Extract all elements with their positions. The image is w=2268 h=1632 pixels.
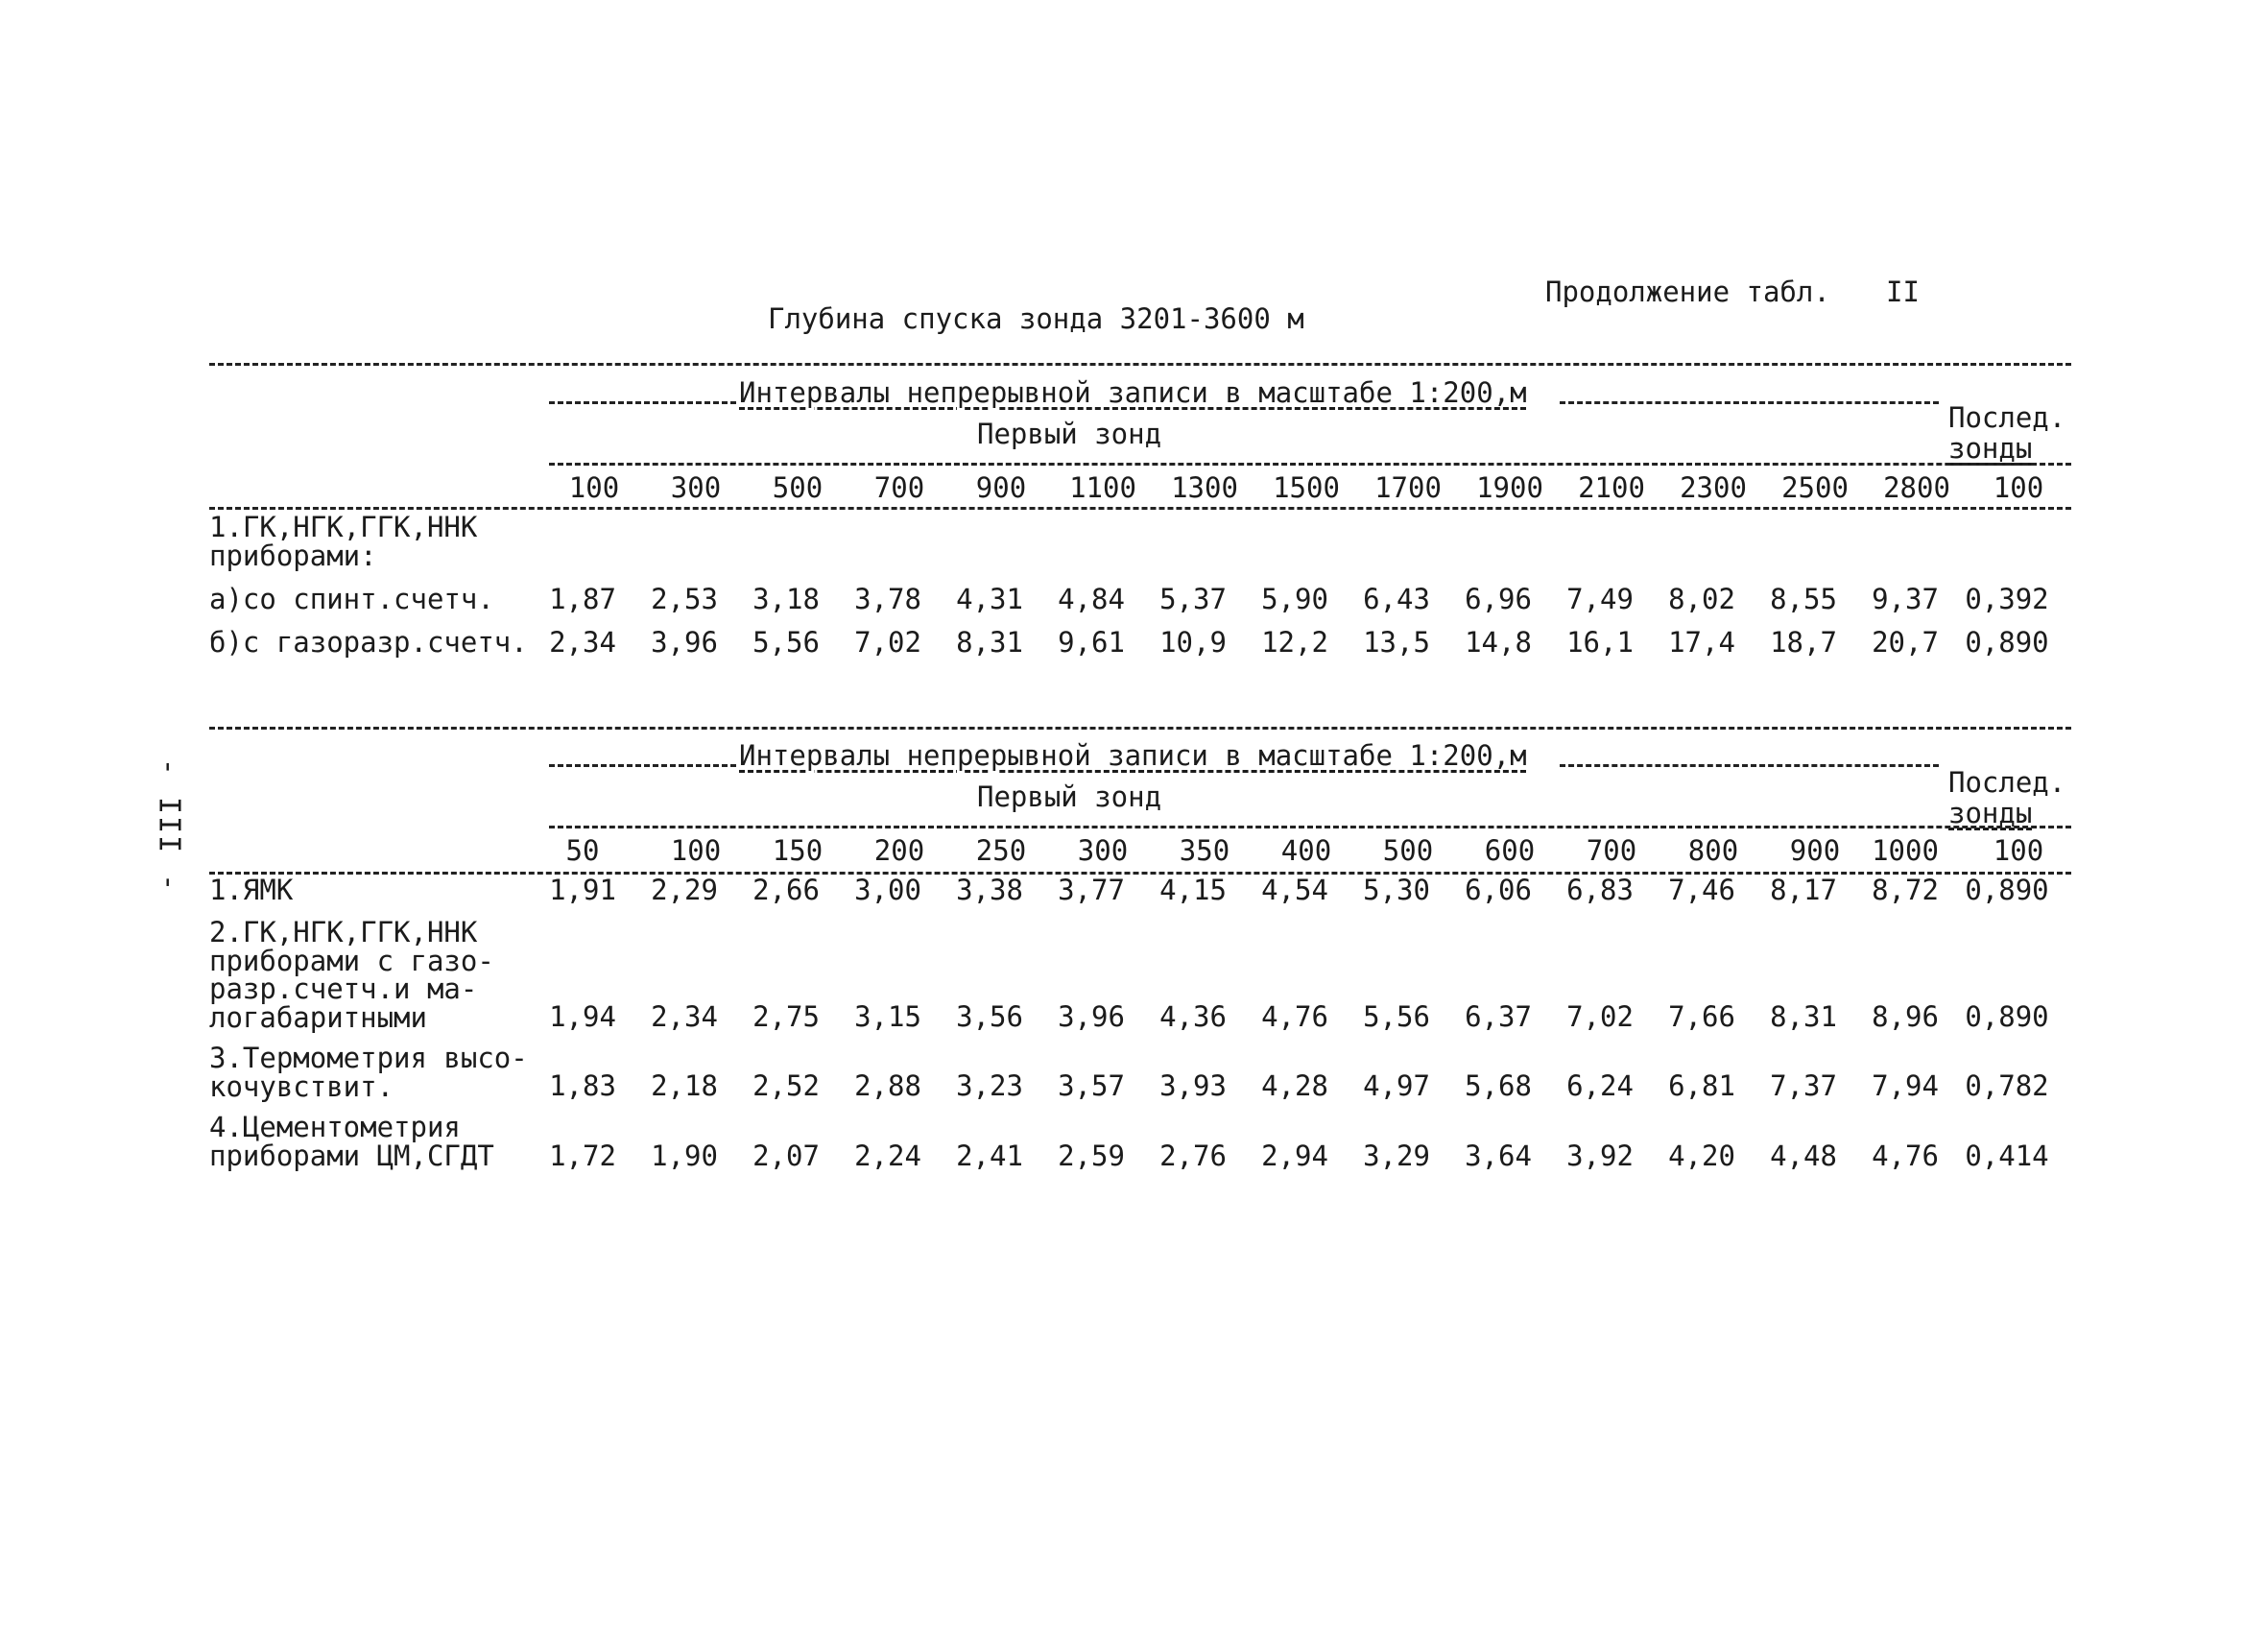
column-header: 300 [670, 471, 722, 504]
span-rule-left [549, 401, 736, 404]
row-label: 4.Цементометрия приборами ЦМ,СГДТ [209, 1111, 494, 1172]
table-cell: 6,43 [1363, 583, 1430, 615]
column-header: 1100 [1069, 471, 1136, 504]
table-cell: 8,17 [1770, 874, 1837, 906]
table-cell: 2,88 [854, 1069, 921, 1102]
column-header: 500 [1382, 834, 1434, 867]
table-cell: 9,37 [1872, 583, 1939, 615]
column-header: 250 [975, 834, 1027, 867]
page-number: - III - [152, 757, 186, 894]
table-cell: 2,52 [752, 1069, 820, 1102]
table-cell: 3,15 [854, 1000, 921, 1033]
table-cell: 2,34 [651, 1000, 718, 1033]
table-cell: 4,84 [1058, 583, 1125, 615]
table-cell: 3,78 [854, 583, 921, 615]
column-header: 100 [670, 834, 722, 867]
column-header: 50 [565, 834, 600, 867]
table-cell: 2,53 [651, 583, 718, 615]
table-cell: 9,61 [1058, 626, 1125, 659]
table-cell: 5,30 [1363, 874, 1430, 906]
column-header: 150 [772, 834, 824, 867]
table-cell: 2,07 [752, 1140, 820, 1172]
table-cell: 2,18 [651, 1069, 718, 1102]
column-header: 200 [873, 834, 925, 867]
column-header: 1700 [1374, 471, 1442, 504]
table-cell: 6,37 [1465, 1000, 1532, 1033]
table-cell: 6,83 [1566, 874, 1634, 906]
column-header: 1300 [1171, 471, 1238, 504]
table-cell: 2,75 [752, 1000, 820, 1033]
table-cell: 7,02 [1566, 1000, 1634, 1033]
column-header: 500 [772, 471, 824, 504]
table-cell: 3,29 [1363, 1140, 1430, 1172]
table-cell: 2,66 [752, 874, 820, 906]
table-cell: 0,414 [1965, 1140, 2049, 1172]
table-cell: 3,96 [1058, 1000, 1125, 1033]
table-cell: 4,31 [956, 583, 1023, 615]
table-number: II [1886, 276, 1920, 308]
table-cell: 2,34 [549, 626, 616, 659]
table-cell: 0,890 [1965, 874, 2049, 906]
column-header: 2300 [1680, 471, 1747, 504]
table-cell: 6,06 [1465, 874, 1532, 906]
table-cell: 3,92 [1566, 1140, 1634, 1172]
table-cell: 6,81 [1668, 1069, 1735, 1102]
table-cell: 3,56 [956, 1000, 1023, 1033]
table-cell: 12,2 [1261, 626, 1328, 659]
table-cell: 0,890 [1965, 626, 2049, 659]
column-header: 1900 [1476, 471, 1543, 504]
first-probe-label: Первый зонд [977, 780, 1162, 813]
table-cell: 2,94 [1261, 1140, 1328, 1172]
table-cell: 2,76 [1159, 1140, 1227, 1172]
table-top-rule [209, 727, 2071, 730]
table-cell: 3,77 [1058, 874, 1125, 906]
column-header: 350 [1179, 834, 1230, 867]
table-cell: 8,72 [1872, 874, 1939, 906]
continuation-label: Продолжение табл. [1545, 276, 1830, 308]
table-cell: 3,96 [651, 626, 718, 659]
table-cell: 3,57 [1058, 1069, 1125, 1102]
table-cell: 2,59 [1058, 1140, 1125, 1172]
subheader-rule [549, 826, 2071, 828]
column-header: 700 [1586, 834, 1637, 867]
column-header: 100 [568, 471, 620, 504]
table-cell: 7,66 [1668, 1000, 1735, 1033]
last-probe-header: Послед. зонды [1948, 766, 2066, 829]
table-cell: 1,87 [549, 583, 616, 615]
table-cell: 8,55 [1770, 583, 1837, 615]
table-cell: 1,83 [549, 1069, 616, 1102]
column-header: 2100 [1578, 471, 1645, 504]
table-cell: 4,15 [1159, 874, 1227, 906]
table-cell: 14,8 [1465, 626, 1532, 659]
interval-span-title: Интервалы непрерывной записи в масштабе 1:200,м [739, 739, 1527, 772]
table-cell: 7,94 [1872, 1069, 1939, 1102]
table-cell: 3,18 [752, 583, 820, 615]
column-header: 600 [1484, 834, 1536, 867]
row-label: 2.ГК,НГК,ГГК,ННК приборами с газо- разр.счетч.и ма- логабаритными [209, 916, 494, 1034]
table-cell: 7,37 [1770, 1069, 1837, 1102]
table-cell: 4,54 [1261, 874, 1328, 906]
table-cell: 2,29 [651, 874, 718, 906]
table-cell: 16,1 [1566, 626, 1634, 659]
column-header: 800 [1687, 834, 1739, 867]
column-header: 1000 [1872, 834, 1939, 867]
table-cell: 0,782 [1965, 1069, 2049, 1102]
table-top-rule [209, 363, 2071, 366]
table-cell: 2,41 [956, 1140, 1023, 1172]
table-cell: 8,31 [1770, 1000, 1837, 1033]
subheader-rule [549, 463, 2071, 466]
table-cell: 5,90 [1261, 583, 1328, 615]
table-cell: 7,46 [1668, 874, 1735, 906]
column-header: 700 [873, 471, 925, 504]
table-cell: 6,24 [1566, 1069, 1634, 1102]
table-cell: 7,02 [854, 626, 921, 659]
table-cell: 20,7 [1872, 626, 1939, 659]
column-header-rule [209, 507, 2071, 510]
table-cell: 10,9 [1159, 626, 1227, 659]
table-cell: 5,37 [1159, 583, 1227, 615]
table-cell: 3,38 [956, 874, 1023, 906]
column-header: 100 [1993, 834, 2044, 867]
span-rule-left [549, 764, 736, 767]
table-cell: 1,94 [549, 1000, 616, 1033]
column-header: 2500 [1781, 471, 1849, 504]
table-cell: 17,4 [1668, 626, 1735, 659]
span-rule-right [1560, 401, 1939, 404]
table-cell: 8,31 [956, 626, 1023, 659]
table-cell: 6,96 [1465, 583, 1532, 615]
table-cell: 0,890 [1965, 1000, 2049, 1033]
table-cell: 18,7 [1770, 626, 1837, 659]
row-label: 3.Термометрия высо- кочувствит. [209, 1042, 528, 1103]
table-cell: 4,76 [1261, 1000, 1328, 1033]
column-header: 1500 [1273, 471, 1340, 504]
table-cell: 2,24 [854, 1140, 921, 1172]
column-header: 300 [1077, 834, 1129, 867]
table-cell: 1,90 [651, 1140, 718, 1172]
table-cell: 4,48 [1770, 1140, 1837, 1172]
table-cell: 3,64 [1465, 1140, 1532, 1172]
table-cell: 1,72 [549, 1140, 616, 1172]
table-cell: 0,392 [1965, 583, 2049, 615]
column-header: 2800 [1883, 471, 1950, 504]
table-cell: 13,5 [1363, 626, 1430, 659]
table-cell: 5,56 [1363, 1000, 1430, 1033]
row-label: б)с газоразр.счетч. [209, 626, 528, 659]
depth-title: Глубина спуска зонда 3201-3600 м [768, 302, 1304, 335]
table-cell: 1,91 [549, 874, 616, 906]
column-header: 400 [1280, 834, 1332, 867]
last-probe-header: Послед. зонды [1948, 401, 2066, 465]
row-label: а)со спинт.счетч. [209, 583, 494, 615]
table-cell: 3,00 [854, 874, 921, 906]
table-cell: 3,93 [1159, 1069, 1227, 1102]
table-cell: 4,28 [1261, 1069, 1328, 1102]
column-header: 100 [1993, 471, 2044, 504]
row-label: 1.ЯМК [209, 874, 294, 906]
span-rule-right [1560, 764, 1939, 767]
table-cell: 8,02 [1668, 583, 1735, 615]
table-cell: 4,20 [1668, 1140, 1735, 1172]
table-cell: 5,68 [1465, 1069, 1532, 1102]
interval-span-title: Интервалы непрерывной записи в масштабе 1:200,м [739, 376, 1527, 409]
column-header: 900 [975, 471, 1027, 504]
table-cell: 3,23 [956, 1069, 1023, 1102]
column-header: 900 [1789, 834, 1841, 867]
table-cell: 5,56 [752, 626, 820, 659]
table-cell: 4,36 [1159, 1000, 1227, 1033]
first-probe-label: Первый зонд [977, 418, 1162, 450]
table-cell: 4,97 [1363, 1069, 1430, 1102]
table-cell: 8,96 [1872, 1000, 1939, 1033]
table-cell: 7,49 [1566, 583, 1634, 615]
table-cell: 4,76 [1872, 1140, 1939, 1172]
row-label: 1.ГК,НГК,ГГК,ННК приборами: [209, 511, 478, 572]
